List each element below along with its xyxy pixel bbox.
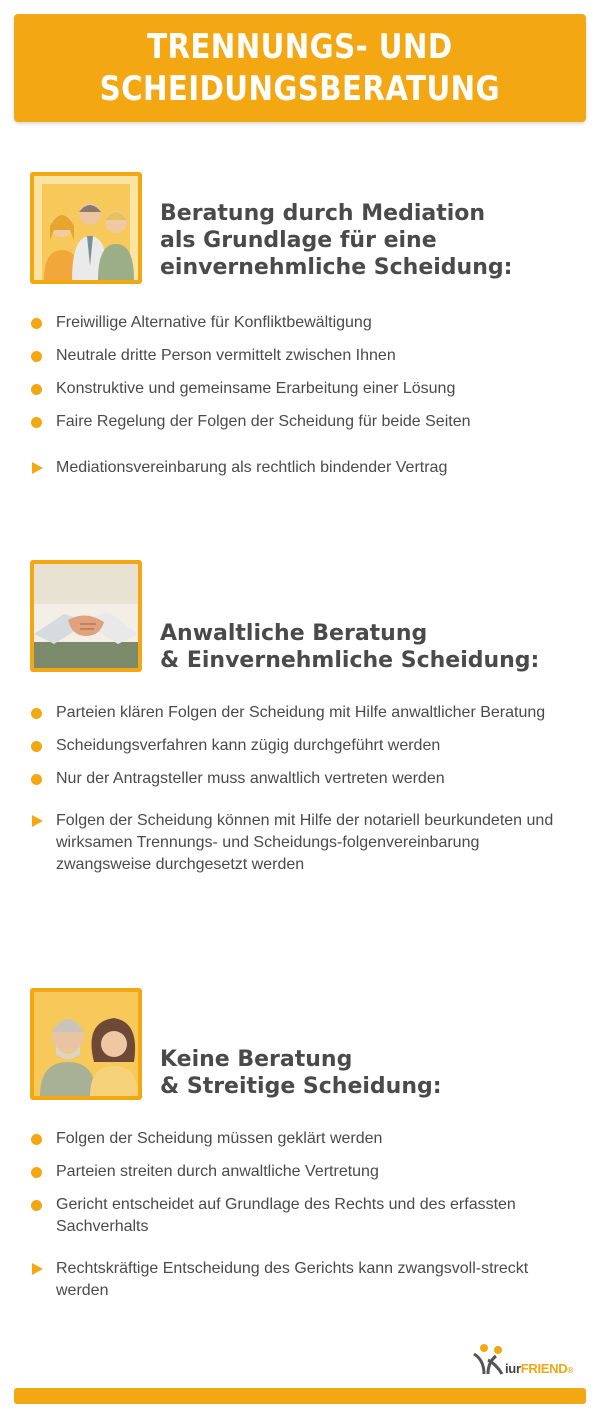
list-item: Freiwillige Alternative für Konfliktbewältigung xyxy=(30,312,570,334)
bullet-icon xyxy=(31,351,42,362)
section-3-list xyxy=(30,1128,570,1302)
list-item: Folgen der Scheidung müssen geklärt werden xyxy=(30,1128,570,1150)
page-title: TRENNUNGS- UND SCHEIDUNGSBERATUNG xyxy=(99,27,501,109)
arrow-icon xyxy=(32,1263,43,1275)
section-1-title: Beratung durch Mediation als Grundlage für eine einvernehmliche Scheidung: xyxy=(160,201,513,280)
footer-bar xyxy=(14,1388,586,1404)
list-item: Faire Regelung der Folgen der Scheidung für beide Seiten xyxy=(30,411,570,433)
section-2-title: Anwaltliche Beratung & Einvernehmliche Scheidung: xyxy=(160,621,540,673)
bullet-icon xyxy=(31,1200,42,1211)
result-item: Rechtskräftige Entscheidung des Gerichts kann zwangsvoll-streckt werden xyxy=(30,1258,570,1302)
bullet-icon xyxy=(31,774,42,785)
result-item: Mediationsvereinbarung als rechtlich bindender Vertrag xyxy=(30,457,570,479)
arguing-couple-icon xyxy=(30,988,142,1100)
list-item: Gericht entscheidet auf Grundlage des Rechts und des erfassten Sachverhalts xyxy=(30,1194,570,1238)
bullet-icon xyxy=(31,741,42,752)
arrow-icon xyxy=(32,462,43,474)
bullet-icon xyxy=(31,1134,42,1145)
section-3-title: Keine Beratung & Streitige Scheidung: xyxy=(160,1047,442,1099)
list-item: Konstruktive und gemeinsame Erarbeitung einer Lösung xyxy=(30,378,570,400)
result-item: Folgen der Scheidung können mit Hilfe der notariell beurkundeten und wirksamen Trennungs- und Scheidungs-folgenvereinbarung zwangsweise durchgesetzt werden xyxy=(30,810,570,876)
arrow-icon xyxy=(32,815,43,827)
list-item: Nur der Antragsteller muss anwaltlich vertreten werden xyxy=(30,768,570,790)
header-banner xyxy=(14,14,586,122)
list-item: Neutrale dritte Person vermittelt zwischen Ihnen xyxy=(30,345,570,367)
logo-text: iurFRIEND® xyxy=(505,1361,573,1376)
list-item: Scheidungsverfahren kann zügig durchgeführt werden xyxy=(30,735,570,757)
bullet-icon xyxy=(31,708,42,719)
bullet-icon xyxy=(31,417,42,428)
list-item: Parteien klären Folgen der Scheidung mit Hilfe anwaltlicher Beratung xyxy=(30,702,570,724)
bullet-icon xyxy=(31,384,42,395)
mediation-people-icon xyxy=(30,172,142,284)
section-2-list xyxy=(30,702,570,876)
bullet-icon xyxy=(31,318,42,329)
bullet-icon xyxy=(31,1167,42,1178)
list-item: Parteien streiten durch anwaltliche Vertretung xyxy=(30,1161,570,1183)
handshake-icon xyxy=(30,560,142,672)
section-1-list xyxy=(30,312,570,479)
